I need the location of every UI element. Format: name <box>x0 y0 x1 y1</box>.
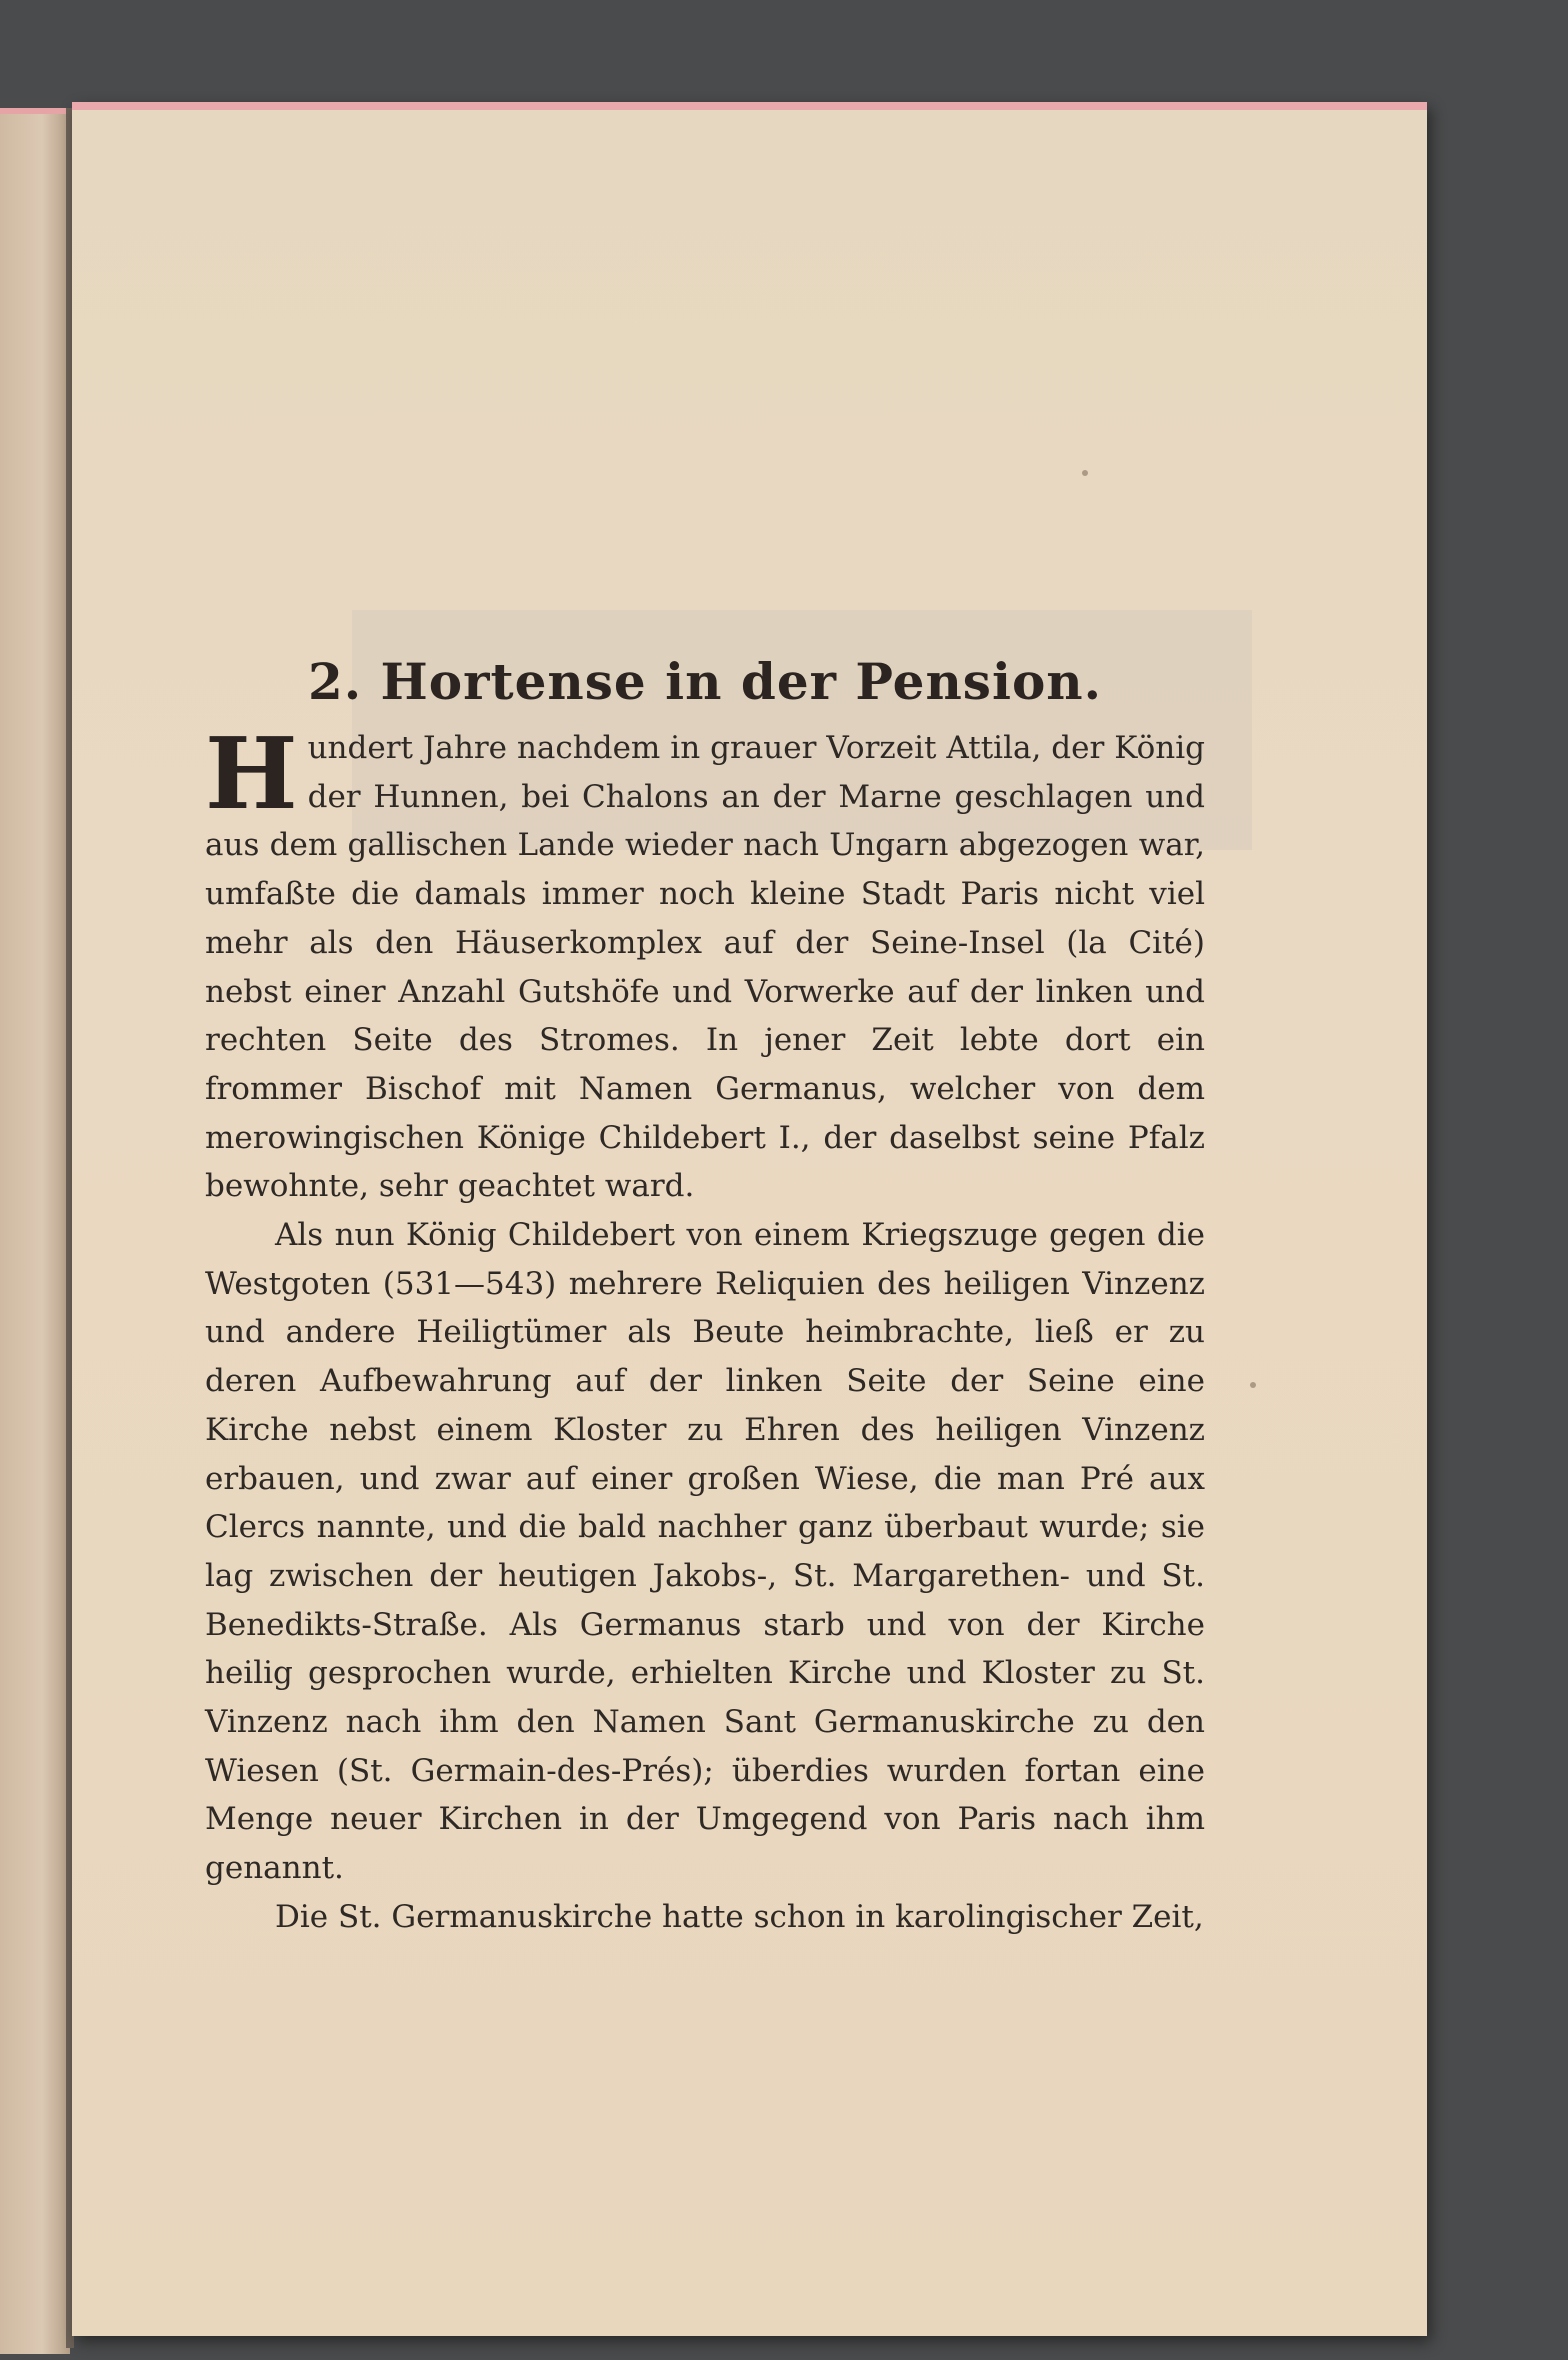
drop-cap-initial: H <box>205 717 298 832</box>
paragraph-3: Die St. Germanuskirche hatte schon in karolingischer Zeit, <box>275 1898 1204 1935</box>
paragraph-1 <box>205 717 1205 1211</box>
left-page-edge <box>0 108 70 2354</box>
chapter-title: 2. Hortense in der Pension. <box>307 651 1103 711</box>
paper-speck <box>1250 1382 1256 1388</box>
paragraph-2: Als nun König Childebert von einem Kriegszuge gegen die Westgoten (531—543) mehrere Reliquien des heiligen Vinzenz und andere Heiligtümer als Beute heimbrachte, ließ er zu deren Aufbewahrung auf der linken Seite der Seine eine Kirche nebst einem Kloster zu Ehren des heiligen Vinzenz erbauen, und zwar auf einer großen Wiese, die man Pré aux Clercs nannte, und die bald nachher ganz überbaut wurde; sie lag zwischen der heutigen Jakobs-, St. Margarethen- und St. Benedikts-Straße. Als Germanus starb und von der Kirche heilig gesprochen wurde, erhielten Kirche und Kloster zu St. Vinzenz nach ihm den Namen Sant Germanuskirche zu den Wiesen (St. Germain-des-Prés); überdies wurden fortan eine Menge neuer Kirchen in der Umgegend von Paris nach ihm genannt. <box>205 1217 1205 1887</box>
paragraph-1-text: undert Jahre nachdem in grauer Vorzeit Attila, der König der Hunnen, bei Chalons an der Marne geschlagen und aus dem gallischen Lande wieder nach Ungarn abgezogen war, umfaßte die damals immer noch kleine Stadt Paris nicht viel mehr als den Häuserkomplex auf der Seine-Insel (la Cité) nebst einer Anzahl Gutshöfe und Vorwerke auf der linken und rechten Seite des Stromes. In jener Zeit lebte dort ein frommer Bischof mit Namen Germanus, welcher von dem merowingischen Könige Childebert I., der daselbst seine Pfalz bewohnte, sehr geachtet ward. <box>205 730 1205 1205</box>
body-text <box>205 717 1205 1942</box>
paper-speck <box>1082 470 1088 476</box>
